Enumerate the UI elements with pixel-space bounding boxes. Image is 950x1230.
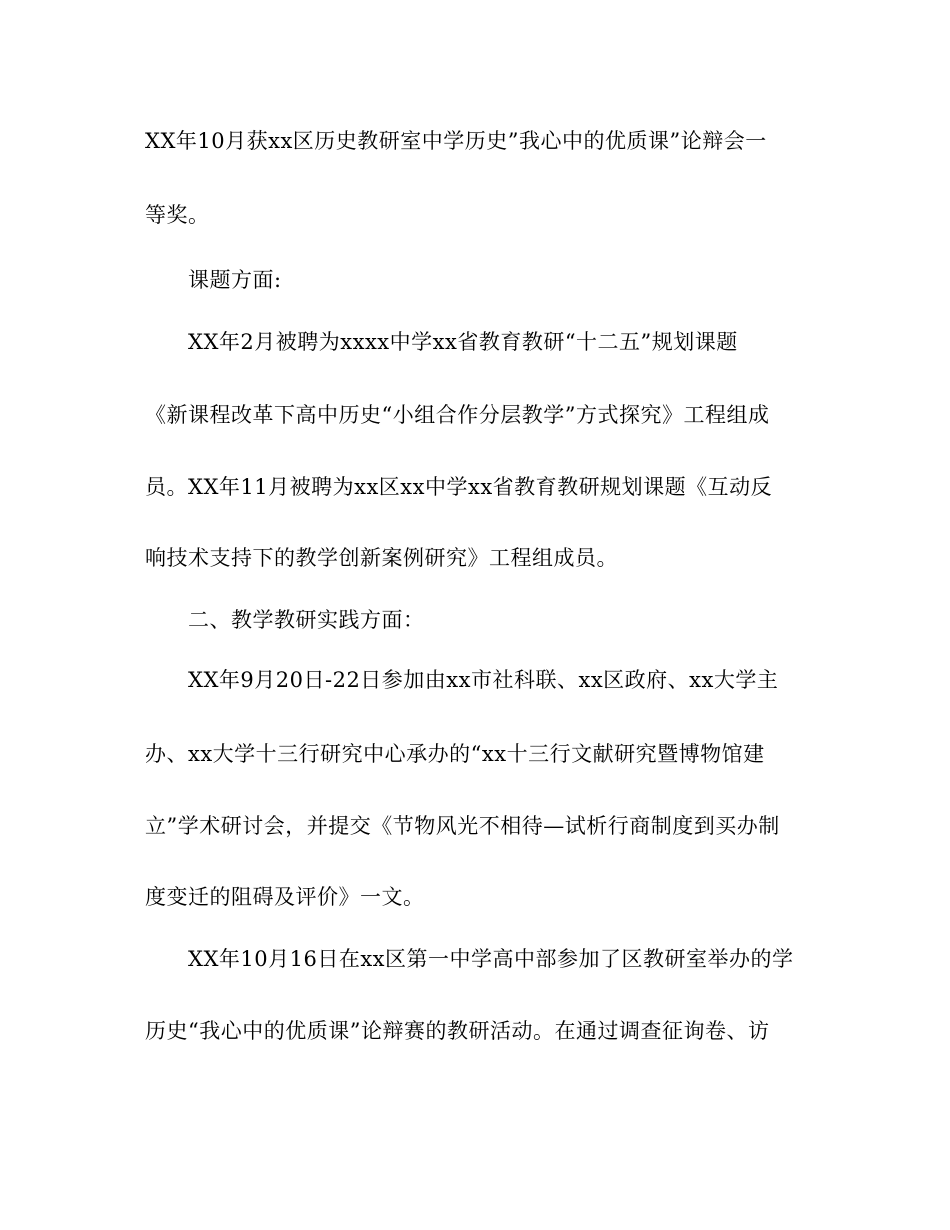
- paragraph-line: 办、xx大学十三行研究中心承办的“xx十三行文献研究暨博物馆建: [145, 742, 765, 766]
- paragraph-line: 历史“我心中的优质课”论辩赛的教研活动。在通过调查征询卷、访: [145, 1019, 770, 1043]
- paragraph-line: 度变迁的阻碍及评价》一文。: [145, 885, 425, 909]
- paragraph-line: 等奖。: [145, 203, 210, 227]
- paragraph-line: 响技术支持下的教学创新案例研究》工程组成员。: [145, 546, 618, 570]
- section-heading: 二、教学教研实践方面：: [188, 608, 425, 632]
- paragraph-line: 立”学术研讨会，并提交《节物风光不相待—试析行商制度到买办制: [145, 814, 780, 838]
- paragraph-line: XX年9月20日-22日参加由xx市社科联、xx区政府、xx大学主: [188, 668, 779, 692]
- section-heading: 课题方面:: [188, 268, 282, 292]
- paragraph-line: 《新课程改革下高中历史“小组合作分层教学”方式探究》工程组成: [145, 403, 770, 427]
- paragraph-line: XX年10月获xx区历史教研室中学历史”我心中的优质课”论辩会一: [145, 129, 767, 153]
- paragraph-line: XX年10月16日在xx区第一中学高中部参加了区教研室举办的学: [188, 947, 794, 971]
- paragraph-line: XX年2月被聘为xxxx中学xx省教育教研“十二五”规划课题: [188, 330, 738, 354]
- paragraph-line: 员。XX年11月被聘为xx区xx中学xx省教育教研规划课题《互动反: [145, 475, 773, 499]
